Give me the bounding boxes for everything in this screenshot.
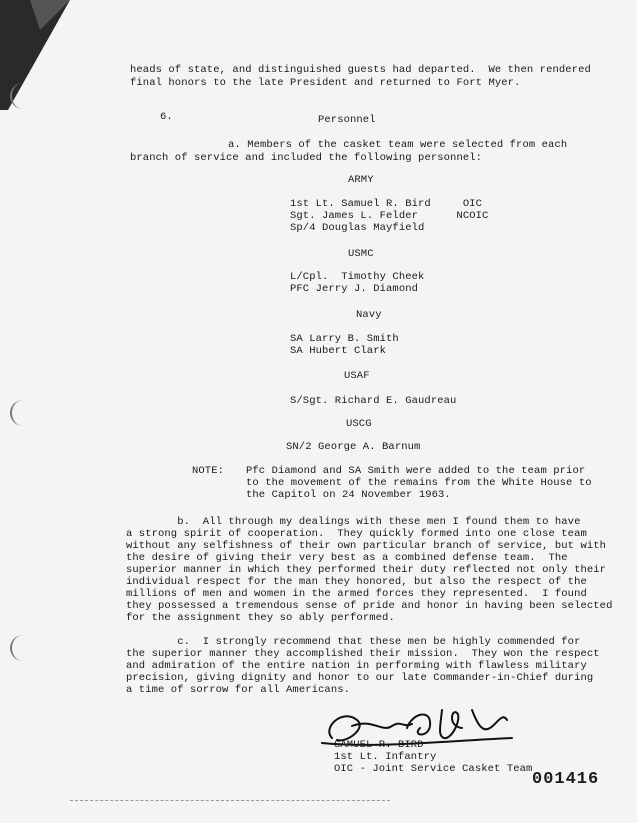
para-b-line: b. All through my dealings with these men I found them to have (126, 516, 581, 528)
member-line: PFC Jerry J. Diamond (290, 283, 419, 295)
intro-line: heads of state, and distinguished guests had departed. We then rendered (130, 64, 591, 76)
member-line: Sp/4 Douglas Mayfield (290, 222, 425, 234)
signer-name: SAMUEL R. BIRD (334, 739, 424, 751)
member-line: SN/2 George A. Barnum (286, 441, 421, 453)
branch-heading: ARMY (348, 174, 374, 186)
binder-hole-mark (10, 635, 30, 661)
para-c-line: the superior manner they accomplished their mission. They won the respect (126, 648, 600, 660)
intro-line: final honors to the late President and returned to Fort Myer. (130, 77, 521, 89)
para-b-line: the desire of giving their very best as a combined defense team. The (126, 552, 568, 564)
member-line: 1st Lt. Samuel R. Bird OIC (290, 198, 483, 210)
branch-heading: USAF (344, 370, 370, 382)
signer-rank: 1st Lt. Infantry (334, 751, 437, 763)
para-c-line: c. I strongly recommend that these men be highly commended for (126, 636, 581, 648)
para-b-line: they possessed a tremendous sense of pride and honor in having been selected (126, 600, 613, 612)
binder-hole-mark (10, 83, 30, 109)
para-b-line: for the assignment they so ably performed. (126, 612, 395, 624)
signer-title: OIC - Joint Service Casket Team (334, 763, 533, 775)
section-title: Personnel (318, 114, 376, 126)
branch-heading: Navy (356, 309, 382, 321)
para-b-line: a strong spirit of cooperation. They quickly formed into one close team (126, 528, 587, 540)
para-b-line: millions of men and women in the armed forces they represented. I found (126, 588, 587, 600)
section-number: 6. (160, 111, 173, 123)
para-b-line: without any selfishness of their own particular branch of service, but with (126, 540, 607, 552)
binder-hole-mark (10, 400, 30, 426)
para-c-line: and admiration of the entire nation in performing with flawless military (126, 660, 587, 672)
note-line: to the movement of the remains from the White House to (246, 477, 592, 489)
note-line: Pfc Diamond and SA Smith were added to the team prior (246, 465, 586, 477)
member-line: Sgt. James L. Felder NCOIC (290, 210, 489, 222)
document-number: 001416 (532, 770, 600, 789)
para-c-line: a time of sorrow for all Americans. (126, 684, 351, 696)
note-line: the Capitol on 24 November 1963. (246, 489, 451, 501)
para-a-line: branch of service and included the following personnel: (130, 152, 483, 164)
bottom-scan-line (70, 800, 390, 801)
branch-heading: USCG (346, 418, 372, 430)
para-b-line: superior manner in which they performed their duty reflected not only their (126, 564, 607, 576)
member-line: S/Sgt. Richard E. Gaudreau (290, 395, 457, 407)
para-c-line: precision, giving dignity and honor to our late Commander-in-Chief during (126, 672, 594, 684)
member-line: SA Hubert Clark (290, 345, 387, 357)
branch-heading: USMC (348, 248, 374, 260)
note-label: NOTE: (192, 465, 225, 477)
para-b-line: individual respect for the man they honored, but also the respect of the (126, 576, 587, 588)
member-line: SA Larry B. Smith (290, 333, 399, 345)
member-line: L/Cpl. Timothy Cheek (290, 271, 425, 283)
para-a-line: a. Members of the casket team were selected from each (228, 139, 568, 151)
